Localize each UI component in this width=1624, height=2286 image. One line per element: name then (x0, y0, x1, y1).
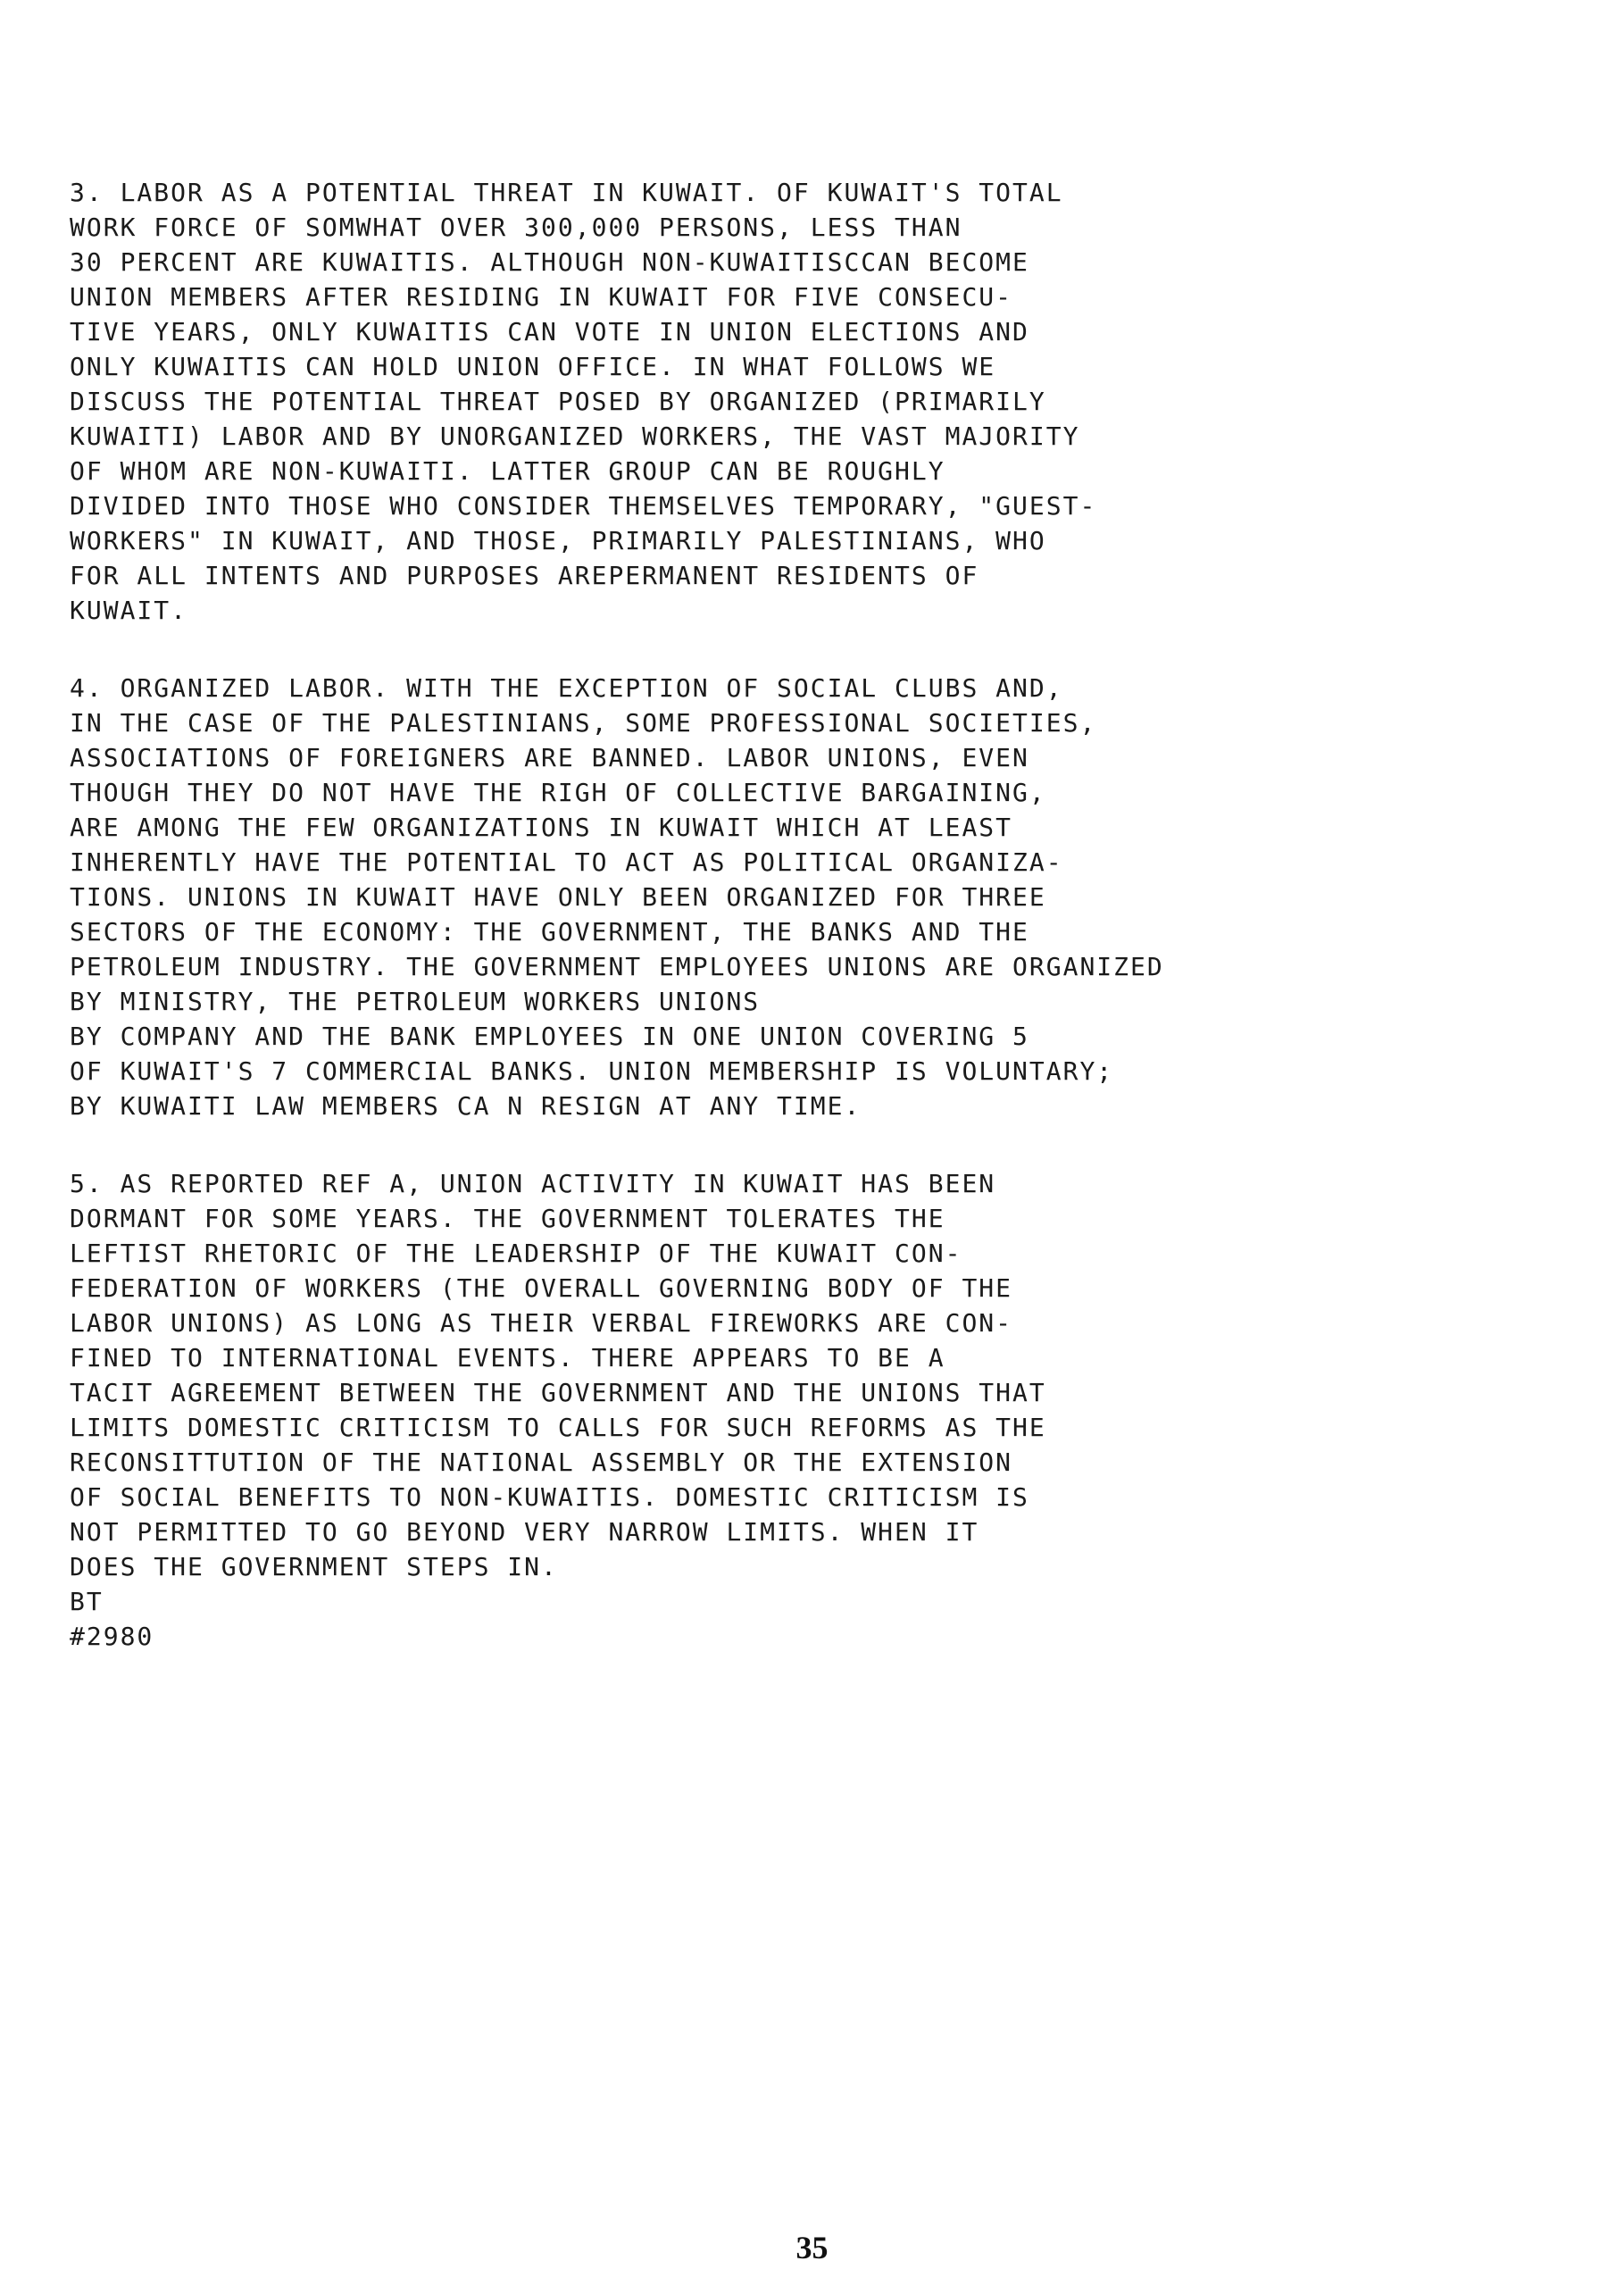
text-line: UNION MEMBERS AFTER RESIDING IN KUWAIT FOR FIVE CONSECU- (70, 282, 1013, 312)
text-line: NOT PERMITTED TO GO BEYOND VERY NARROW LIMITS. WHEN IT (70, 1517, 979, 1547)
text-line: LIMITS DOMESTIC CRITICISM TO CALLS FOR SUCH REFORMS AS THE (70, 1413, 1046, 1442)
text-line: ARE AMONG THE FEW ORGANIZATIONS IN KUWAIT WHICH AT LEAST (70, 813, 1013, 842)
text-line: BY COMPANY AND THE BANK EMPLOYEES IN ONE UNION COVERING 5 (70, 1022, 1029, 1051)
text-line: INHERENTLY HAVE THE POTENTIAL TO ACT AS POLITICAL ORGANIZA- (70, 847, 1063, 877)
text-line: SECTORS OF THE ECONOMY: THE GOVERNMENT, THE BANKS AND THE (70, 917, 1029, 947)
paragraph-4 (70, 671, 1427, 1123)
text-line: THOUGH THEY DO NOT HAVE THE RIGH OF COLLECTIVE BARGAINING, (70, 778, 1046, 807)
text-line: TIONS. UNIONS IN KUWAIT HAVE ONLY BEEN ORGANIZED FOR THREE (70, 882, 1046, 912)
text-line: TACIT AGREEMENT BETWEEN THE GOVERNMENT AND THE UNIONS THAT (70, 1378, 1046, 1407)
text-line: OF WHOM ARE NON-KUWAITI. LATTER GROUP CAN BE ROUGHLY (70, 456, 945, 486)
text-line: BY MINISTRY, THE PETROLEUM WORKERS UNIONS (70, 987, 761, 1016)
telegram-body (70, 175, 1427, 1654)
text-line: FOR ALL INTENTS AND PURPOSES AREPERMANENT RESIDENTS OF (70, 561, 979, 590)
text-line: RECONSITTUTION OF THE NATIONAL ASSEMBLY OR THE EXTENSION (70, 1448, 1013, 1477)
text-line: IN THE CASE OF THE PALESTINIANS, SOME PROFESSIONAL SOCIETIES, (70, 708, 1097, 738)
text-line: KUWAITI) LABOR AND BY UNORGANIZED WORKERS, THE VAST MAJORITY (70, 421, 1080, 451)
text-line: DORMANT FOR SOME YEARS. THE GOVERNMENT TOLERATES THE (70, 1204, 945, 1233)
text-line: ONLY KUWAITIS CAN HOLD UNION OFFICE. IN WHAT FOLLOWS WE (70, 352, 996, 381)
text-line: 30 PERCENT ARE KUWAITIS. ALTHOUGH NON-KUWAITISCCAN BECOME (70, 247, 1029, 277)
text-line: TIVE YEARS, ONLY KUWAITIS CAN VOTE IN UNION ELECTIONS AND (70, 317, 1029, 346)
text-line: BY KUWAITI LAW MEMBERS CA N RESIGN AT ANY TIME. (70, 1091, 862, 1121)
text-line: 5. AS REPORTED REF A, UNION ACTIVITY IN KUWAIT HAS BEEN (70, 1169, 996, 1198)
text-line: OF KUWAIT'S 7 COMMERCIAL BANKS. UNION MEMBERSHIP IS VOLUNTARY; (70, 1056, 1114, 1086)
paragraph-5 (70, 1166, 1427, 1584)
telegram-trailer (70, 1584, 1427, 1654)
text-line: 4. ORGANIZED LABOR. WITH THE EXCEPTION OF SOCIAL CLUBS AND, (70, 673, 1063, 703)
text-line: WORK FORCE OF SOMWHAT OVER 300,000 PERSONS, LESS THAN (70, 213, 962, 242)
end-marker: BT (70, 1587, 104, 1616)
text-line: PETROLEUM INDUSTRY. THE GOVERNMENT EMPLOYEES UNIONS ARE ORGANIZED (70, 952, 1164, 981)
text-line: DOES THE GOVERNMENT STEPS IN. (70, 1552, 558, 1581)
text-line: DISCUSS THE POTENTIAL THREAT POSED BY ORGANIZED (PRIMARILY (70, 387, 1046, 416)
text-line: LEFTIST RHETORIC OF THE LEADERSHIP OF THE KUWAIT CON- (70, 1239, 962, 1268)
text-line: LABOR UNIONS) AS LONG AS THEIR VERBAL FIREWORKS ARE CON- (70, 1308, 1013, 1338)
text-line: 3. LABOR AS A POTENTIAL THREAT IN KUWAIT. OF KUWAIT'S TOTAL (70, 178, 1063, 207)
page-number: 35 (795, 2230, 829, 2265)
text-line: FEDERATION OF WORKERS (THE OVERALL GOVERNING BODY OF THE (70, 1273, 1013, 1303)
text-line: ASSOCIATIONS OF FOREIGNERS ARE BANNED. LABOR UNIONS, EVEN (70, 743, 1029, 772)
text-line: OF SOCIAL BENEFITS TO NON-KUWAITIS. DOMESTIC CRITICISM IS (70, 1482, 1029, 1512)
text-line: WORKERS" IN KUWAIT, AND THOSE, PRIMARILY PALESTINIANS, WHO (70, 526, 1046, 555)
text-line: KUWAIT. (70, 596, 188, 625)
text-line: DIVIDED INTO THOSE WHO CONSIDER THEMSELVES TEMPORARY, "GUEST- (70, 491, 1097, 521)
message-number: #2980 (70, 1622, 154, 1651)
paragraph-3 (70, 175, 1427, 628)
text-line: FINED TO INTERNATIONAL EVENTS. THERE APPEARS TO BE A (70, 1343, 945, 1372)
